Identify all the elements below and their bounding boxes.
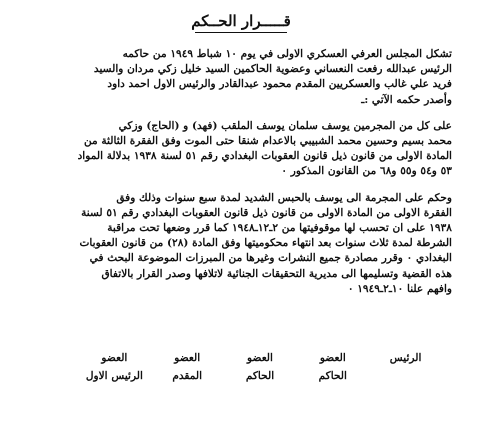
signature-block	[78, 352, 442, 382]
text-line: تشكل المجلس العرفي العسكري الاولى في يوم ١٠ شباط ١٩٤٩ من حاكمه	[122, 48, 452, 60]
paragraph-death-sentence	[30, 119, 452, 180]
text-line: وافهم علنا ١٠ـ٢ـ١٩٤٩ ٠	[347, 282, 452, 295]
text-line: الرئيس عبدالله رفعت النعساني وعضوية الحاكمين السيد خليل زكي مردان والسيد	[93, 63, 452, 76]
title-underline	[195, 32, 287, 33]
text-line: محمد بسيم وحسين محمد الشبيبي بالاعدام شنقا حتى الموت وفق الفقرة الثالثة من	[83, 135, 452, 148]
signature-role-member: العضو	[319, 352, 346, 364]
text-line: الشرطة لمدة ثلاث سنوات بعد انتهاء محكوميتها وفق المادة (٢٨) من قانون العقوبات	[79, 237, 452, 250]
signature-rank: الحاكم	[245, 370, 275, 382]
signature-rank: المقدم	[172, 370, 203, 382]
document-title: قـــــرار الحــكم	[191, 12, 291, 30]
text-line: وأصدر حكمه الآتي :ـ	[361, 93, 452, 106]
text-line: الفقرة الاولى من المادة الاولى من قانون ذيل قانون العقوبات البغدادي رقم ٥١ لسنة	[81, 206, 452, 219]
text-line: على كل من المجرمين يوسف سلمان يوسف الملقب (فهد) و (الحاج) وزكي	[118, 119, 452, 132]
text-line: البغدادي ٠ وقرر مصادرة جميع النشرات وغيرها من المبرزات الموضوعة البحث في	[89, 252, 452, 265]
paragraph-court-formation	[30, 47, 452, 108]
text-line: فريد علي غالب والعسكريين المقدم محمود عبدالقادر والرئيس الاول احمد داود	[107, 78, 452, 91]
text-line: هذه القضية وتسليمها الى مديرية التحقيقات الجنائية لاتلافها وصدر القرار بالاتفاق	[101, 267, 452, 280]
signature-rank: الرئيس الاول	[85, 370, 143, 382]
signature-rank: الحاكم	[318, 370, 347, 382]
signature-rank	[369, 370, 442, 382]
signature-role-member: العضو	[174, 352, 201, 364]
text-line: ١٩٣٨ على ان تحسب لها موقوفيتها من ٢ـ١٢ـ١٩٤٨ كما قرر وضعها تحت مراقبة	[107, 222, 452, 235]
paragraph-prison-sentence	[30, 191, 452, 297]
text-line: المادة الاولى من قانون ذيل قانون العقوبات البغدادي رقم ٥١ لسنة ١٩٣٨ بدلالة المواد	[77, 150, 452, 163]
signature-role-chair: الرئيس	[389, 352, 422, 364]
signature-role-member: العضو	[101, 352, 128, 364]
text-line: ٥٣ و٥٤ و٥٥ و٦٨ من القانون المذكور ٠	[281, 165, 452, 178]
text-line: وحكم على المجرمة الى يوسف بالحبس الشديد لمدة سبع سنوات وذلك وفق	[116, 191, 452, 204]
signature-role-member: العضو	[247, 352, 273, 364]
